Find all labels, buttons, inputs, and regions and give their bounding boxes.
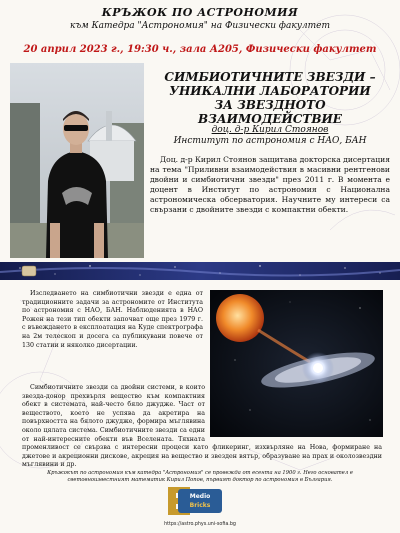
logo-brand-bottom: Bricks (189, 502, 211, 509)
club-title: КРЪЖОК ПО АСТРОНОМИЯ (101, 6, 299, 19)
logo-brand-top: Medio (189, 493, 211, 500)
faculty-line: към Катедра "Астрономия" на Физически факултет (69, 21, 331, 31)
speaker-photo (10, 63, 144, 258)
event-date-location: 20 април 2023 г., 19:30 ч., зала А205, Физически факултет (23, 44, 377, 55)
speaker-institute: Институт по астрономия с НАО, БАН (173, 136, 367, 146)
body-paragraph-2 (22, 384, 382, 470)
body-paragraph-2-text: Симбиотичните звезди са двойни системи, в които звезда-донор прехвърля вещество към компактния обект в системата, най-често бяло джудже. Част от веществото, което не успява да акретира на повърхността на бялото джудже, формира мъглявина около цялата система. Симбиотичните звезди са едни от най-интересните обекти във Вселената. Тяхната променливост се свързва с интересни процеси като фликеринг, изхвърляне на Нова, формиране на джетове и акреционни дискове, акреция на вещество и звезден вятър, образуване на прах и околозвездни мъглявини и др. (22, 384, 382, 469)
title-line: ЗА ЗВЕЗДНОТО ВЗАИМОДЕЙСТВИЕ (198, 98, 342, 126)
lecture-title (150, 70, 390, 126)
body-paragraph-1: Изследването на симбиотични звезди е една от традиционните задачи за астрономите от Института по астрономия с НАО, БАН. Наблюденията в НАО Рожен на тези тип обекти започват още през 1979 г. с въвеждането в експлоатация на Куде спектрографа на 2м телескоп и досега са публикувани повече от 130 статии и няколко дисертации. (22, 290, 203, 349)
title-line: УНИКАЛНИ ЛАБОРАТОРИИ (169, 84, 371, 98)
night-sky-band (0, 260, 400, 282)
sponsor-logo (160, 483, 240, 519)
speaker-block (150, 125, 390, 147)
speaker-name: доц. д-р Кирил Стоянов (211, 125, 329, 135)
image-wrap-space (205, 384, 382, 440)
title-line: СИМБИОТИЧНИТЕ ЗВЕЗДИ – (164, 70, 376, 84)
club-history-note: Кръжокът по астрономия към катедра "Астрономия" се провежда от есента на 1900 г. Него основател е световноизвестният математик Кирил Попов, първият доктор по астрономия в България. (47, 470, 353, 483)
website-url[interactable]: https://astro.phys.uni-sofia.bg (164, 522, 236, 527)
speaker-bio: Доц. д-р Кирил Стоянов защитава докторска дисертация на тема "Приливни взаимодействия в масивни рентгенови двойни и симбиотични звезди" през 2011 г. В момента е доцент в Институт по астрономия с Национална астрономическа обсерватория. Научните му интереси са свързани с двойните звезди с компактни обекти. (150, 155, 390, 214)
